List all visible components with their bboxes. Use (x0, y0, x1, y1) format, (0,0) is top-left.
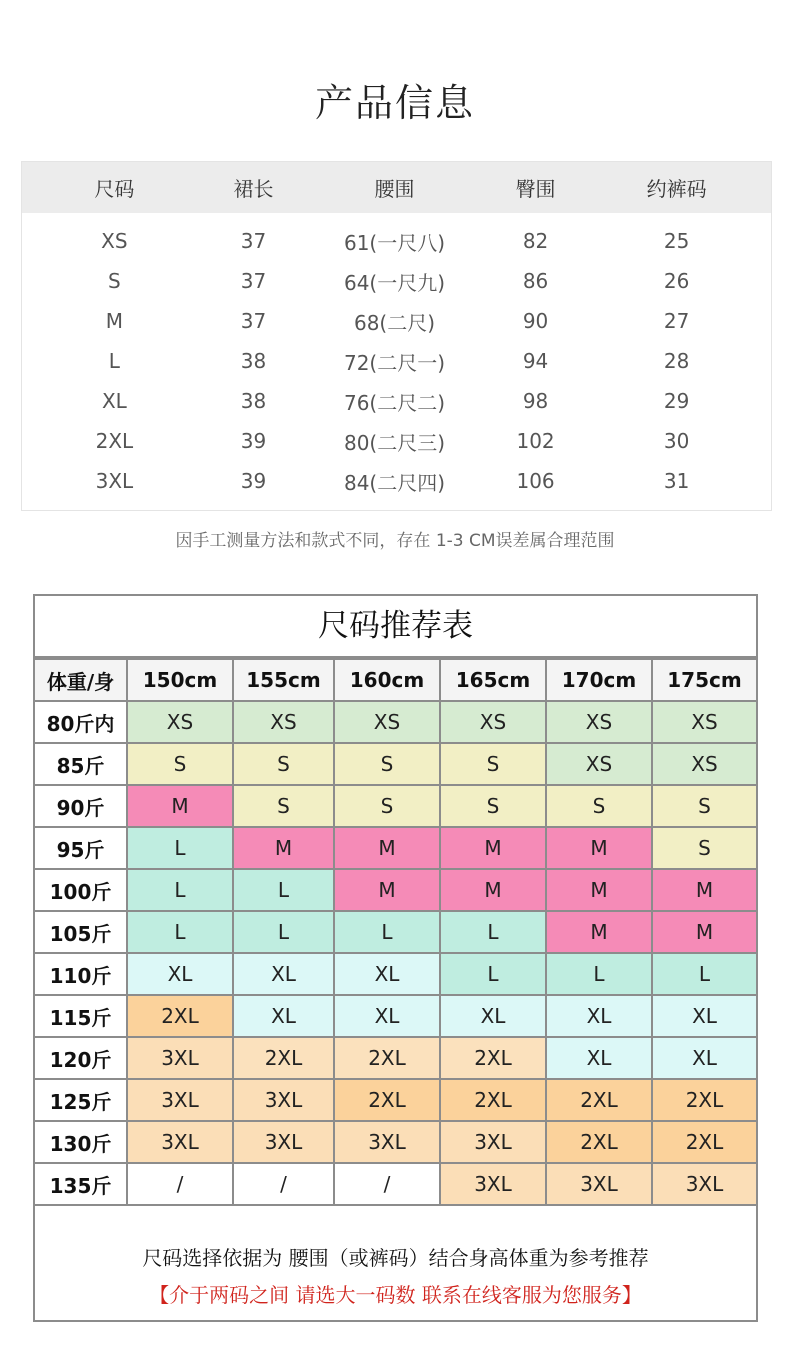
weight-label: 125斤 (35, 1079, 127, 1121)
size-cell: S (652, 785, 756, 827)
size-recommendation-chart (33, 594, 758, 1322)
height-header-cell: 170cm (546, 659, 652, 701)
size-cell: XS (233, 701, 334, 743)
size-cell: L (233, 911, 334, 953)
size-cell: M (546, 827, 652, 869)
spec-row (22, 261, 771, 301)
spec-cell: 39 (240, 469, 267, 493)
size-cell: 3XL (127, 1121, 233, 1163)
recommendation-footer (35, 1228, 756, 1320)
spec-cell: 37 (240, 269, 267, 293)
size-cell: XL (334, 953, 440, 995)
spec-cell: 37 (240, 309, 267, 333)
size-cell: M (440, 827, 546, 869)
weight-row (35, 911, 756, 953)
size-cell: 3XL (652, 1163, 756, 1205)
spec-cell: 76(二尺二) (343, 390, 446, 415)
spec-cell: 61(一尺八) (343, 230, 446, 255)
size-cell: / (334, 1163, 440, 1205)
height-header-cell: 175cm (652, 659, 756, 701)
size-cell: S (334, 785, 440, 827)
spec-header-cell: 尺码 (94, 177, 135, 201)
size-cell: S (233, 785, 334, 827)
size-cell: XL (652, 995, 756, 1037)
size-cell: 3XL (127, 1079, 233, 1121)
size-cell: M (334, 869, 440, 911)
size-cell: XL (652, 1037, 756, 1079)
size-cell: M (546, 869, 652, 911)
spec-body (22, 213, 771, 501)
spec-row (22, 221, 771, 261)
spec-row (22, 461, 771, 501)
weight-row (35, 1079, 756, 1121)
spec-row (22, 301, 771, 341)
spec-row (22, 341, 771, 381)
footer-advice: 【介于两码之间 请选大一码数 联系在线客服为您服务】 (149, 1283, 642, 1307)
size-cell: XS (127, 701, 233, 743)
size-cell: M (334, 827, 440, 869)
spec-cell: 28 (663, 349, 690, 373)
size-cell: S (546, 785, 652, 827)
spec-cell: M (105, 309, 124, 333)
size-cell: XL (233, 995, 334, 1037)
weight-row (35, 1163, 756, 1205)
size-cell: 3XL (127, 1037, 233, 1079)
spec-row (22, 381, 771, 421)
size-cell: M (652, 911, 756, 953)
size-cell: 2XL (334, 1079, 440, 1121)
size-cell: 2XL (546, 1079, 652, 1121)
weight-row (35, 743, 756, 785)
size-cell: XL (440, 995, 546, 1037)
size-cell: 3XL (233, 1121, 334, 1163)
spec-cell: 31 (663, 469, 690, 493)
size-cell: XS (652, 701, 756, 743)
spec-cell: 102 (516, 429, 555, 453)
spec-cell: 30 (663, 429, 690, 453)
spec-cell: 90 (522, 309, 549, 333)
size-cell: 2XL (334, 1037, 440, 1079)
spec-cell: 38 (240, 389, 267, 413)
size-cell: S (440, 785, 546, 827)
size-cell: M (546, 911, 652, 953)
weight-label: 85斤 (35, 743, 127, 785)
size-cell: / (233, 1163, 334, 1205)
height-header-cell: 160cm (334, 659, 440, 701)
spec-header-cell: 腰围 (374, 177, 415, 201)
size-cell: XS (652, 743, 756, 785)
size-cell: M (440, 869, 546, 911)
size-cell: 2XL (652, 1079, 756, 1121)
size-cell: L (127, 911, 233, 953)
spec-cell: 37 (240, 229, 267, 253)
size-cell: S (127, 743, 233, 785)
weight-row (35, 701, 756, 743)
size-cell: XS (546, 701, 652, 743)
spec-cell: 29 (663, 389, 690, 413)
size-cell: XL (127, 953, 233, 995)
size-cell: XL (233, 953, 334, 995)
size-cell: 2XL (127, 995, 233, 1037)
spec-cell: 94 (522, 349, 549, 373)
size-cell: 3XL (334, 1121, 440, 1163)
weight-label: 130斤 (35, 1121, 127, 1163)
size-cell: M (652, 869, 756, 911)
size-cell: 2XL (440, 1079, 546, 1121)
size-cell: XS (546, 743, 652, 785)
spec-header-cell: 臀围 (515, 177, 556, 201)
size-cell: 2XL (652, 1121, 756, 1163)
spec-cell: 80(二尺三) (343, 430, 446, 455)
corner-label: 体重/身 (35, 659, 127, 701)
spec-cell: 26 (663, 269, 690, 293)
weight-row (35, 785, 756, 827)
size-cell: M (233, 827, 334, 869)
size-cell: 3XL (440, 1163, 546, 1205)
size-cell: 2XL (233, 1037, 334, 1079)
size-cell: XL (546, 995, 652, 1037)
spec-cell: XS (101, 229, 128, 253)
spec-header-cell: 约裤码 (646, 177, 707, 201)
size-cell: XS (334, 701, 440, 743)
spec-cell: XL (101, 389, 127, 413)
size-cell: S (440, 743, 546, 785)
recommendation-title: 尺码推荐表 (35, 596, 756, 658)
spec-cell: 3XL (95, 469, 134, 493)
weight-label: 80斤内 (35, 701, 127, 743)
size-cell: L (233, 869, 334, 911)
spec-cell: 27 (663, 309, 690, 333)
size-cell: XL (546, 1037, 652, 1079)
spec-header-row (22, 162, 771, 213)
weight-label: 115斤 (35, 995, 127, 1037)
weight-label: 105斤 (35, 911, 127, 953)
measurement-note: 因手工测量方法和款式不同，存在 1-3 CM误差属合理范围 (175, 531, 615, 551)
size-cell: M (127, 785, 233, 827)
size-cell: L (652, 953, 756, 995)
size-cell: L (546, 953, 652, 995)
size-cell: 2XL (546, 1121, 652, 1163)
spec-cell: 25 (663, 229, 690, 253)
height-header-cell: 165cm (440, 659, 546, 701)
spec-cell: L (108, 349, 120, 373)
weight-label: 100斤 (35, 869, 127, 911)
size-cell: S (233, 743, 334, 785)
size-cell: S (652, 827, 756, 869)
page-title: 产品信息 (314, 81, 475, 125)
spec-header-cell: 裙长 (233, 177, 274, 201)
size-cell: / (127, 1163, 233, 1205)
spec-cell: 39 (240, 429, 267, 453)
spec-cell: 2XL (95, 429, 134, 453)
weight-row (35, 1037, 756, 1079)
size-cell: 3XL (233, 1079, 334, 1121)
spec-cell: 98 (522, 389, 549, 413)
size-cell: XL (334, 995, 440, 1037)
size-cell: 3XL (440, 1121, 546, 1163)
weight-label: 90斤 (35, 785, 127, 827)
spec-cell: 86 (522, 269, 549, 293)
weight-row (35, 827, 756, 869)
weight-row (35, 1121, 756, 1163)
weight-row (35, 869, 756, 911)
spec-cell: S (108, 269, 121, 293)
weight-row (35, 953, 756, 995)
spec-cell: 68(二尺) (353, 310, 436, 335)
height-header-cell: 155cm (233, 659, 334, 701)
weight-label: 135斤 (35, 1163, 127, 1205)
weight-label: 110斤 (35, 953, 127, 995)
height-header-row (35, 659, 756, 701)
spec-cell: 84(二尺四) (343, 470, 446, 495)
spec-row (22, 421, 771, 461)
size-cell: L (440, 911, 546, 953)
footer-guideline: 尺码选择依据为 腰围（或裤码）结合身高体重为参考推荐 (142, 1246, 649, 1270)
spec-cell: 72(二尺一) (343, 350, 446, 375)
weight-label: 95斤 (35, 827, 127, 869)
size-cell: L (334, 911, 440, 953)
height-header-cell: 150cm (127, 659, 233, 701)
size-cell: S (334, 743, 440, 785)
size-cell: L (127, 827, 233, 869)
size-cell: 2XL (440, 1037, 546, 1079)
spec-cell: 82 (522, 229, 549, 253)
spec-cell: 106 (516, 469, 555, 493)
spec-cell: 64(一尺九) (343, 270, 446, 295)
size-cell: L (127, 869, 233, 911)
spec-cell: 38 (240, 349, 267, 373)
product-spec-table (21, 161, 772, 511)
recommendation-table (35, 658, 756, 1206)
weight-label: 120斤 (35, 1037, 127, 1079)
size-cell: XS (440, 701, 546, 743)
size-cell: 3XL (546, 1163, 652, 1205)
weight-row (35, 995, 756, 1037)
size-cell: L (440, 953, 546, 995)
